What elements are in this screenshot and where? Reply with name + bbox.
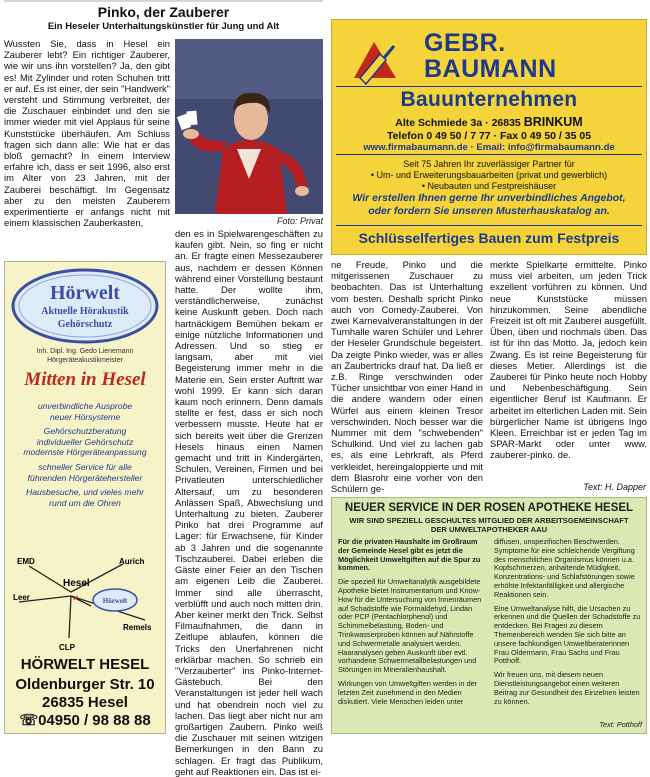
divider	[336, 225, 642, 226]
partner-line: • Um- und Erweiterungsbauarbeiten (privat und gewerblich)	[370, 170, 608, 180]
hoerwelt-tagline-1: Aktuelle Hörakustik	[41, 306, 129, 317]
article-column-2	[175, 228, 323, 777]
partner-line: • Neubauten und Festpreishäuser	[421, 181, 557, 191]
apotheke-credit: Text: Potthoff	[599, 720, 642, 729]
service-item: Gehörschutzberatung	[43, 426, 127, 437]
article-column-3	[331, 259, 483, 495]
hoerwelt-tagline-2: Gehörschutz	[57, 319, 113, 330]
hoerwelt-phone: 04950 / 98 88 88	[38, 712, 151, 729]
baumann-ad	[331, 19, 647, 255]
baumann-address	[332, 116, 646, 155]
baumann-name	[424, 30, 557, 82]
owner-name: Inh. Dipl. Ing. Gedo Lienemann	[36, 348, 134, 355]
hoerwelt-name: HÖRWELT HESEL	[20, 656, 150, 673]
baumann-services	[332, 159, 646, 192]
apotheke-title: NEUER SERVICE IN DER ROSEN APOTHEKE HESEL	[344, 502, 634, 514]
map-label-leer: Leer	[13, 593, 30, 602]
hoerwelt-owner	[5, 347, 165, 365]
hoerwelt-services	[5, 401, 165, 508]
service-item: führenden Hörgerätehersteller	[27, 472, 143, 483]
map-label-emd: EMD	[17, 557, 35, 566]
trowel-logo-icon	[346, 34, 402, 90]
baumann-cta	[332, 192, 646, 218]
svg-text:×: ×	[73, 593, 79, 603]
apotheke-paragraph: Wir freuen uns, mit diesem neuen Dienstleistungsangebot einen weiteren Beitrag zur Gesundheit des Einzelnen leisten zu können.	[494, 670, 640, 706]
service-item: neuer Hörsysteme	[49, 411, 121, 422]
service-item: schneller Service für alle	[38, 461, 132, 472]
service-item: modernste Hörgeräteanpassung	[23, 447, 147, 458]
phone-icon: ☏	[19, 712, 39, 729]
map-label-remels: Remels	[123, 623, 152, 632]
apotheke-column-1	[338, 538, 486, 732]
article-subtitle: Ein Heseler Unterhaltungskünstler für Jung und Alt	[47, 21, 280, 32]
article-text-4: merkte Spielkarte ermittelte. Pinko muss viel arbeiten, um jeden Trick exzellent vorführen zu können. Und neue Kunststücke müssen hinzukommen. Seine abendliche Freizeit ist oft mit Zauberei ausgefüllt. Üben, üben und nochmals üben. Das ist für ihn das Motto. Ja, jedoch kein Zwang. Es ist reine Begeisterung für dieses Metier. Allerdings ist die Zauberei für Pinko heute noch Hobby und Nebenbeschäftigung. Sein eigentlicher Beruf ist Kaufmann. Er arbeitet im elterlichen Laden mit. Sein bürgerlicher Name ist übrigens Ingo Kleen. Erreichbar ist er jeden Tag im SPAR-Markt oder unter www. zauberer-pinko. de.	[490, 259, 647, 461]
cta-line: oder fordern Sie unseren Musterhauskatalog an.	[368, 205, 610, 217]
hoerwelt-logo	[11, 268, 159, 344]
apotheke-paragraph: Wirkungen von Umweltgiften werden in der letzten Zeit zunehmend in den Medien diskutiert. Viele Menschen leiden unter	[338, 678, 478, 706]
partner-line: Seit 75 Jahren Ihr zuverlässiger Partner für	[403, 159, 575, 169]
hoerwelt-city: 26835 Hesel	[42, 694, 128, 711]
article-text-3: ne Freude, Pinko und die mitgerissenen Zuschauer zu beobachten. Das ist Unterhaltung vom besten. Deshalb spricht Pinko auch von Comedy-Zauberei. Von zwei Karnevalveranstaltungen in der Turnhalle waren Schüler und Lehrer der Heseler Grundschule begeistert. Da zeigte Pinko wieder, was er alles an Zaubertricks drauf hat. Da ließ er z.B. Ringe verschwinden oder Tücher unsichtbar von einer Hand in die andere wandern oder einen Würfel aus einem kleinen Tresor verschwinden. Noch besser war die Nummer mit dem "schwebenden" Schulkind. Und viel zu lachen gab es, als eine Lehrkraft, als Pferd verkleidet, hereingaloppierte und mit dem Blasrohr eine vorher von den Schülern ge-	[331, 259, 483, 495]
divider	[336, 86, 642, 87]
hoerwelt-address	[5, 676, 165, 730]
article-text-1: Wussten Sie, dass in Hesel ein Zauberer lebt? Ein richtiger Zauberer, wie wir uns ihn vorstellen? Ja, den gibt es! Mit Zylinder und roten Schuhen tritt er auf. Es ist einer, der sein "Handwerk" versteht und Stimmung verbreitet, der die Zuschauer einbindet und den sie immer wieder mit viel Applaus für seine Kunststücke überhäufen. Am Schluss fragen sich dann alle: Wie hat er das bloß gemacht? In einem Interview erfahre ich, dass er seit 1996, also erst im Alter von 23 Jahren, mit der Zauberei beschäftigt. Im Gegensatz aber zu den meisten Zauberern experimentierte er anfangs nicht mit einem klassischen Zauberkasten,	[4, 38, 170, 229]
article-text-2: den es in Spielwarengeschäften zu kaufen gibt. Nein, so fing er nicht an. Er fragte einen Messezauberer aus, nachdem er dessen Können während einer Vorstellung bestaunt hatte. Der wollte ihm, verständlicherweise, zunächst keine Auskunft geben. Doch nach hartnäckigem Bemühen bekam er einige nützliche Informationen und Adressen. Und so stieg er langsam, aber mit viel Begeisterung immer mehr in die Materie ein. Sein erster Auftritt war wohl 1999. Er kann sich daran kaum noch erinnern. Denn damals stellte er fest, dass er sich noch verbessern musste. Heute hat er sich bereits weit über die Grenzen Hesels hinaus einen Namen gemacht und tritt in Kindergärten, Schulen, Vereinen, Firmen und bei Privatleuten unterschiedlicher Altersauf, um zu besonderen Anlässen Spaß, Abwechslung und Unterhaltung zu bieten. Zauberer Pinko hat drei Programme auf Lager: für Erwachsene, für Kinder ab 3 Jahren und die sogenannte Tischzauberei. Dabei erleben die Gäste einer Feier an den Tischen am eigenen Leib die Zauberei. Immer sind alle überrascht, verblüfft und auch noch mitten drin. Aber keiner merkt den Trick. Selbst Filmaufnahmen, die dann in Zeitlupe ablaufen, können die Tricks den Unerfahrenen nicht erklärbar machen. So schrieb ein "Verzauberter" ins Pinko-Internet-Gästebuch. Bei den Veranstaltungen ist jeder hell wach und hat obendrein noch viel zu lachen. Das liegt aber nicht nur am großartigen Zaubern. Pinko weiß die Zuschauer mit seinen witzigen Bemerkungen in den Bann zu schlagen. Er fragt das Publikum, geht auf Reaktionen ein. Das ist ei-	[175, 228, 323, 777]
baumann-name-1: GEBR.	[424, 29, 506, 57]
baumann-web: www.firmabaumann.de · Email: info@firmabaumann.de	[363, 142, 615, 153]
apotheke-ad	[331, 497, 647, 734]
article-column-1	[4, 38, 170, 260]
owner-title: Hörgeräteakustikmeister	[47, 357, 123, 364]
top-rule	[4, 0, 323, 2]
article-title: Pinko, der Zauberer	[97, 4, 230, 20]
service-item: unverbindliche Ausprobe	[37, 401, 133, 411]
divider	[336, 154, 642, 155]
article-column-4	[490, 259, 647, 477]
apotheke-subtitle	[332, 516, 646, 534]
address-street: Alte Schmiede 3a · 26835	[395, 117, 521, 129]
cta-line: Wir erstellen Ihnen gerne Ihr unverbindliches Angebot,	[352, 192, 626, 204]
magician-illustration	[175, 39, 323, 214]
location-map	[11, 554, 159, 652]
article-credit: Text: H. Dapper	[583, 482, 646, 492]
hoerwelt-ad	[4, 261, 166, 734]
baumann-subtitle: Bauunternehmen	[400, 88, 578, 111]
baumann-phone: Telefon 0 49 50 / 7 77 · Fax 0 49 50 / 35 05	[386, 129, 592, 142]
hoerwelt-street: Oldenburger Str. 10	[15, 676, 155, 693]
baumann-name-2: BAUMANN	[424, 55, 557, 83]
map-label-hesel: Hesel	[63, 578, 90, 589]
photo-caption: Foto: Privat	[276, 216, 323, 226]
map-label-clp: CLP	[59, 643, 75, 652]
apotheke-paragraph: Die speziell für Umweltanalytik ausgebildete Apotheke bietet Instrumentarium und Know-How für die Untersuchung von Innenräumen auf Schadstoffe wie Formaldehyd, Lindan oder PCP (Pentachlorphenol) und Schimmelbelastung, Boden- und Trinkwasserproben können auf Nährstoffe und Schwermetalle analysiert werden. Haaranalysen geben Auskunft über evtl. vorhandene Schwermetallbelastungen und Störungen im Mineralienhaushalt.	[338, 577, 482, 675]
service-item: Hausbesuche, und vieles mehr	[26, 487, 144, 498]
hoerwelt-brand: Hörwelt	[50, 282, 120, 304]
hoerwelt-phone-row	[5, 712, 165, 730]
baumann-slogan: Schlüsselfertiges Bauen zum Festpreis	[358, 230, 620, 246]
apotheke-paragraph: diffusen, unspezifischen Beschwerden. Symptome für eine schleichende Vergiftung des menschlichen Organismus können u.a. Kopfschmerzen, anhaltende Müdigkeit, Konzentrations- und Schlafstörungen sowie erhöhte Infektanfälligkeit und allergische Reaktionen sein.	[494, 537, 635, 599]
service-item: individueller Gehörschutz	[36, 436, 134, 447]
apotheke-paragraph: Eine Umweltanalyse hilft, die Ursachen zu erkennen und die Quellen der Schadstoffe zu entdecken. Bei Fragen zu diesem Themenbereich wenden Sie sich bitte an unsere fachkundigen Umweltberaterinnen Frau Oldermann, Frau Sachs und Frau Potthoff.	[494, 603, 641, 666]
apotheke-subtitle-1: WIR SIND SPEZIELL GESCHULTES MITGLIED DER ARBEITSGEMEINSCHAFT	[349, 516, 629, 525]
apotheke-lead: Für die privaten Haushalte im Großraum der Gemeinde Hesel gibt es jetzt die Möglichkeit Umweltgiften auf die Spur zu kommen.	[338, 537, 481, 573]
apotheke-column-2	[494, 538, 642, 722]
map-mini-logo: Hörwelt	[102, 597, 128, 605]
service-item: rund um die Ohren	[49, 497, 121, 508]
article-header	[4, 4, 323, 32]
apotheke-subtitle-2: DER UMWELTAPOTHEKER AAU	[430, 525, 548, 534]
hoerwelt-headline: Mitten in Hesel	[24, 369, 146, 390]
map-label-aurich: Aurich	[119, 557, 145, 566]
address-city: BRINKUM	[523, 115, 583, 129]
magician-photo	[175, 39, 323, 214]
